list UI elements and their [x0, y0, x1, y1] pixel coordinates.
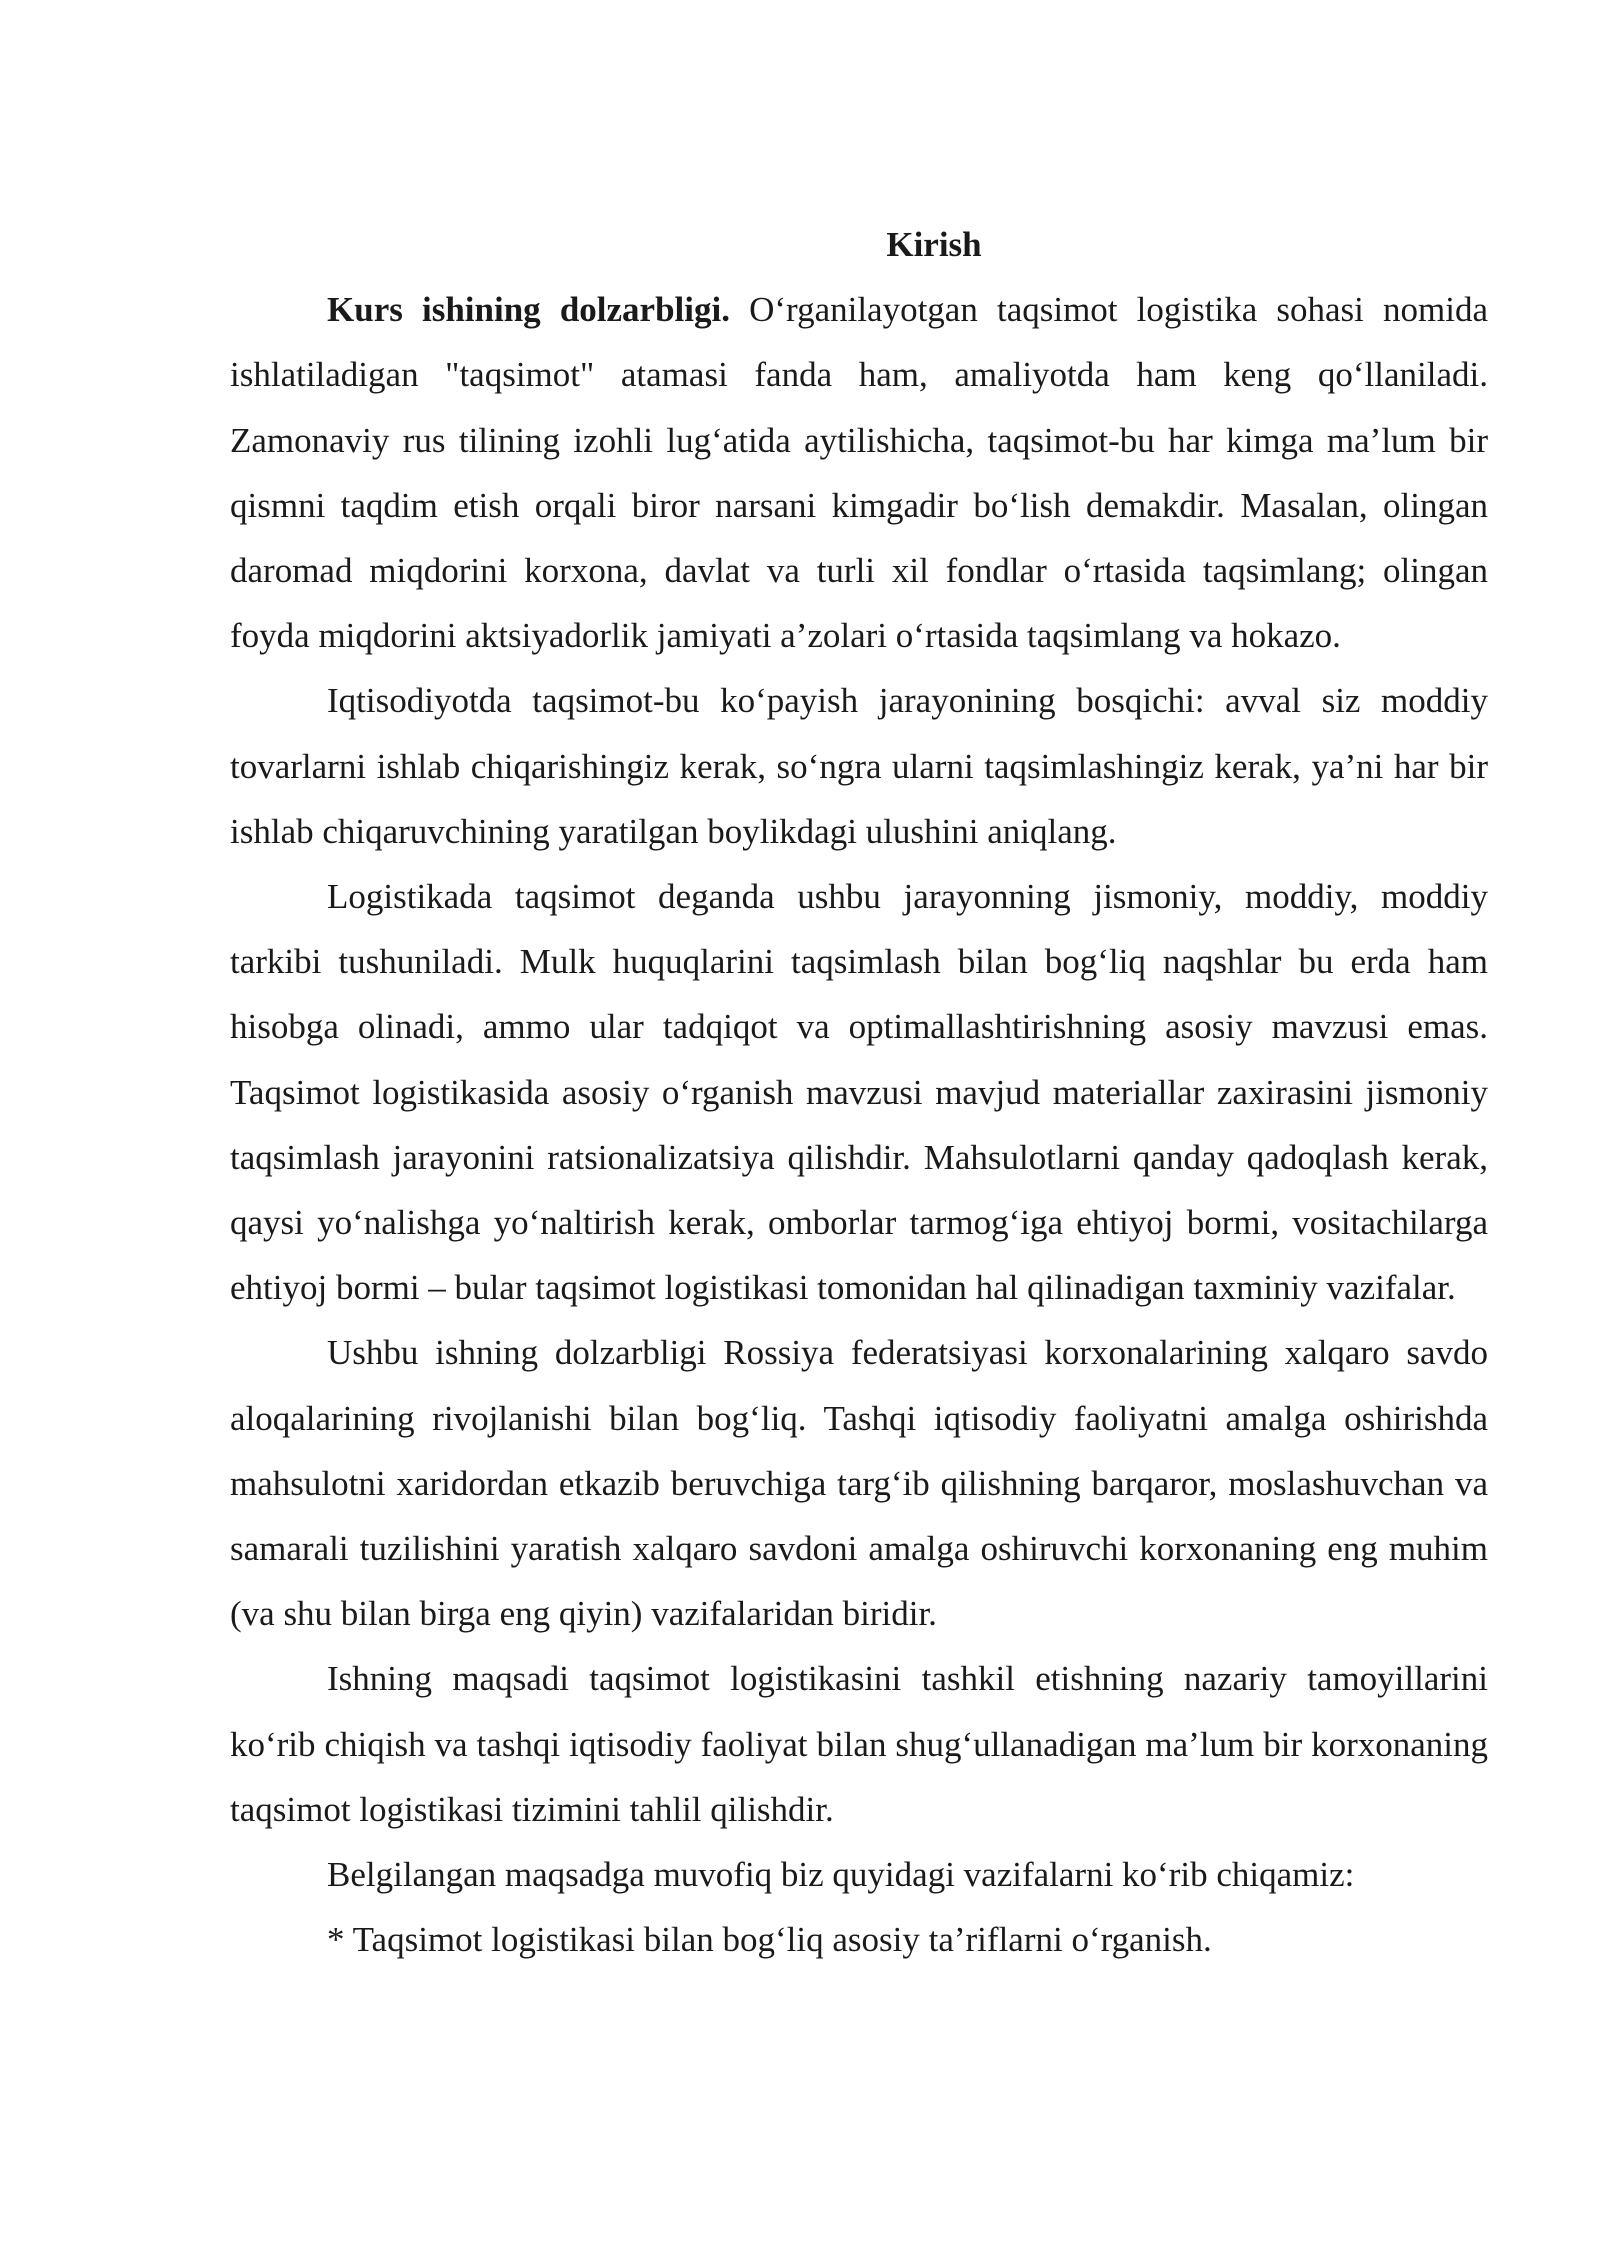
paragraph-goal: Ishning maqsadi taqsimot logistikasini tashkil etishning nazariy tamoyillarini ko‘rib chiqish va tashqi iqtisodiy faoliyat bilan shug‘ullanadigan ma’lum bir korxonaning taqsimot logistikasi tizimini tahlil qilishdir.	[230, 1659, 1488, 1829]
document-body	[230, 212, 1488, 1972]
paragraph-task-item: * Taqsimot logistikasi bilan bog‘liq asosiy ta’riflarni o‘rganish.	[327, 1920, 1212, 1960]
intro-lead: Kurs ishining dolzarbligi.	[327, 290, 730, 330]
paragraph-distribution-logistics: Logistikada taqsimot deganda ushbu jarayonning jismoniy, moddiy, moddiy tarkibi tushuniladi. Mulk huquqlarini taqsimlash bilan bog‘liq naqshlar bu erda ham hisobga olinadi, ammo ular tadqiqot va optimallashtirishning asosiy mavzusi emas. Taqsimot logistikasida asosiy o‘rganish mavzusi mavjud materiallar zaxirasini jismoniy taqsimlash jarayonini ratsionalizatsiya qilishdir. Mahsulotlarni qanday qadoqlash kerak, qaysi yo‘nalishga yo‘naltirish kerak, omborlar tarmog‘iga ehtiyoj bormi, vositachilarga ehtiyoj bormi – bular taqsimot logistikasi tomonidan hal qilinadigan taxminiy vazifalar.	[230, 877, 1488, 1308]
paragraph-distribution-economy: Iqtisodiyotda taqsimot-bu ko‘payish jarayonining bosqichi: avval siz moddiy tovarlarni ishlab chiqarishingiz kerak, so‘ngra ularni taqsimlashingiz kerak, ya’ni har bir ishlab chiqaruvchining yaratilgan boylikdagi ulushini aniqlang.	[230, 681, 1488, 851]
paragraph-tasks-intro: Belgilangan maqsadga muvofiq biz quyidagi vazifalarni ko‘rib chiqamiz:	[327, 1855, 1355, 1895]
paragraph-relevance: Ushbu ishning dolzarbligi Rossiya federatsiyasi korxonalarining xalqaro savdo aloqalarining rivojlanishi bilan bog‘liq. Tashqi iqtisodiy faoliyatni amalga oshirishda mahsulotni xaridordan etkazib beruvchiga targ‘ib qilishning barqaror, moslashuvchan va samarali tuzilishini yaratish xalqaro savdoni amalga oshiruvchi korxonaning eng muhim (va shu bilan birga eng qiyin) vazifalaridan biridir.	[230, 1333, 1488, 1634]
intro-text: O‘rganilayotgan taqsimot logistika sohasi nomida ishlatiladigan "taqsimot" atamasi fanda ham, amaliyotda ham keng qo‘llaniladi. Zamonaviy rus tilining izohli lug‘atida aytilishicha, taqsimot-bu har kimga ma’lum bir qismni taqdim etish orqali biror narsani kimgadir bo‘lish demakdir. Masalan, olingan daromad miqdorini korxona, davlat va turli xil fondlar o‘rtasida taqsimlang; olingan foyda miqdorini aktsiyadorlik jamiyati a’zolari o‘rtasida taqsimlang va hokazo.	[230, 290, 1488, 656]
intro-paragraph	[230, 277, 1488, 668]
page-title: Kirish	[886, 225, 982, 264]
